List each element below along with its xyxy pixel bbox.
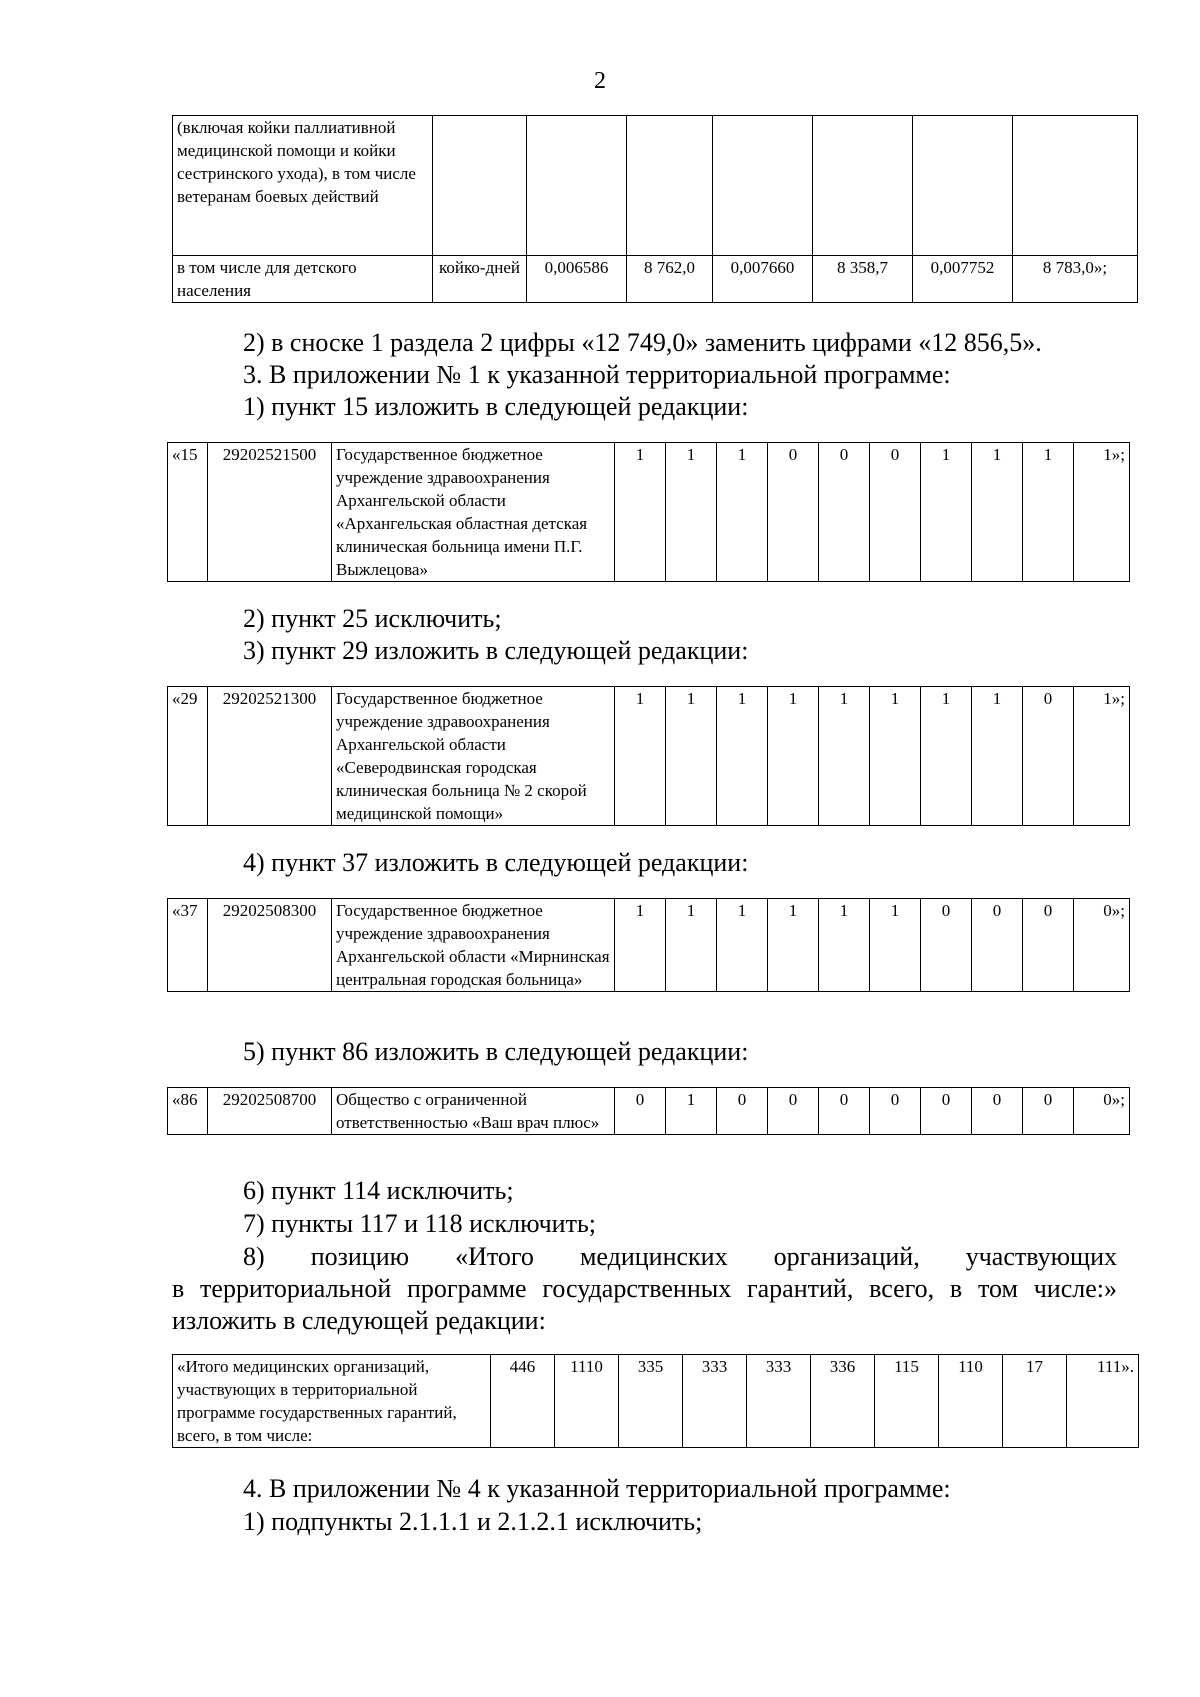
row-label: (включая койки паллиативной медицинской помощи и койки сестринского ухода), в том числе ветеранам боевых действий: [173, 116, 433, 256]
value-cell: 0: [921, 899, 972, 992]
paragraph-2-2: 2) в сноске 1 раздела 2 цифры «12 749,0» заменить цифрами «12 856,5».: [243, 328, 1042, 357]
table-row: [173, 1355, 1139, 1448]
registry-code: 29202508300: [208, 899, 332, 992]
registry-code: 29202521500: [208, 443, 332, 582]
value-cell: 0»;: [1074, 1088, 1130, 1135]
organization-name: Государственное бюджетное учреждение здравоохранения Архангельской области «Архангельская областная детская клиническая больница имени П.Г. Выжлецова»: [332, 443, 615, 582]
value-cell: 1: [615, 899, 666, 992]
value-cell: 1: [972, 443, 1023, 582]
value-cell: 1: [717, 687, 768, 826]
value-cell: 0: [819, 443, 870, 582]
value-cell: 0,007752: [913, 256, 1013, 303]
value-cell: 1: [921, 687, 972, 826]
paragraph-3-8-line-2: в территориальной программе государственных гарантий, всего, в том числе:»: [172, 1274, 1117, 1303]
organization-name: Общество с ограниченной ответственностью «Ваш врач плюс»: [332, 1088, 615, 1135]
value-cell: 0: [870, 1088, 921, 1135]
value-cell: 1: [819, 899, 870, 992]
row-label: в том числе для детского населения: [173, 256, 433, 303]
item-86-table: [167, 1087, 1130, 1135]
value-cell: 1: [666, 899, 717, 992]
value-cell: 1: [717, 899, 768, 992]
paragraph-3-6: 6) пункт 114 исключить;: [243, 1176, 514, 1205]
value-cell: 333: [747, 1355, 811, 1448]
value-cell: 1: [972, 687, 1023, 826]
value-cell: 0: [1023, 1088, 1074, 1135]
paragraph-3-4: 4) пункт 37 изложить в следующей редакции:: [243, 848, 749, 877]
value-cell: 1»;: [1074, 443, 1130, 582]
paragraph-3-8-line-1: 8) позицию «Итого медицинских организаций, участвующих: [243, 1242, 1117, 1271]
value-cell: 0: [717, 1088, 768, 1135]
value-cell: 1: [819, 687, 870, 826]
paragraph-4: 4. В приложении № 4 к указанной территориальной программе:: [243, 1474, 951, 1503]
value-cell: 8 358,7: [813, 256, 913, 303]
page-number: 2: [594, 68, 606, 94]
value-cell: 110: [939, 1355, 1003, 1448]
item-29-table: [167, 686, 1130, 826]
table-row: [173, 116, 1138, 256]
value-cell: 8 762,0: [627, 256, 713, 303]
table-row: [168, 687, 1130, 826]
value-cell: 1: [666, 1088, 717, 1135]
item-15-table: [167, 442, 1130, 582]
paragraph-3: 3. В приложении № 1 к указанной территориальной программе:: [243, 360, 951, 389]
unit-cell: койко-дней: [433, 256, 527, 303]
item-37-table: [167, 898, 1130, 992]
value-cell: 1: [666, 443, 717, 582]
paragraph-3-8-line-3: изложить в следующей редакции:: [172, 1306, 546, 1335]
item-number: «29: [168, 687, 208, 826]
value-cell: 1: [768, 687, 819, 826]
table-row: [168, 1088, 1130, 1135]
total-table: [172, 1354, 1139, 1448]
value-cell: 1: [921, 443, 972, 582]
item-number: «15: [168, 443, 208, 582]
value-cell: 8 783,0»;: [1013, 256, 1138, 303]
registry-code: 29202521300: [208, 687, 332, 826]
value-cell: 0,007660: [713, 256, 813, 303]
value-cell: 17: [1003, 1355, 1067, 1448]
organization-name: Государственное бюджетное учреждение здравоохранения Архангельской области «Мирнинская центральная городская больница»: [332, 899, 615, 992]
value-cell: 115: [875, 1355, 939, 1448]
value-cell: 1: [870, 899, 921, 992]
value-cell: 0: [819, 1088, 870, 1135]
value-cell: 0: [1023, 899, 1074, 992]
paragraph-3-1: 1) пункт 15 изложить в следующей редакции:: [243, 392, 749, 421]
table-row: [168, 443, 1130, 582]
value-cell: 335: [619, 1355, 683, 1448]
value-cell: 1: [666, 687, 717, 826]
value-cell: 0: [972, 1088, 1023, 1135]
value-cell: 0: [972, 899, 1023, 992]
table-row: [173, 256, 1138, 303]
organization-name: Государственное бюджетное учреждение здравоохранения Архангельской области «Северодвинская городская клиническая больница № 2 скорой медицинской помощи»: [332, 687, 615, 826]
value-cell: 0: [615, 1088, 666, 1135]
table-row: [168, 899, 1130, 992]
paragraph-3-7: 7) пункты 117 и 118 исключить;: [243, 1209, 597, 1238]
value-cell: 1: [870, 687, 921, 826]
value-cell: 0: [1023, 687, 1074, 826]
value-cell: 0»;: [1074, 899, 1130, 992]
value-cell: 0: [921, 1088, 972, 1135]
value-cell: 111».: [1067, 1355, 1139, 1448]
value-cell: 1: [615, 687, 666, 826]
value-cell: 1110: [555, 1355, 619, 1448]
value-cell: 1»;: [1074, 687, 1130, 826]
value-cell: 1: [615, 443, 666, 582]
paragraph-3-3: 3) пункт 29 изложить в следующей редакции:: [243, 636, 749, 665]
value-cell: 446: [491, 1355, 555, 1448]
paragraph-3-2: 2) пункт 25 исключить;: [243, 604, 502, 633]
value-cell: 0: [768, 1088, 819, 1135]
value-cell: 333: [683, 1355, 747, 1448]
item-number: «37: [168, 899, 208, 992]
paragraph-4-1: 1) подпункты 2.1.1.1 и 2.1.2.1 исключить;: [243, 1507, 703, 1536]
value-cell: 0: [768, 443, 819, 582]
value-cell: 1: [717, 443, 768, 582]
value-cell: 1: [768, 899, 819, 992]
value-cell: 1: [1023, 443, 1074, 582]
item-number: «86: [168, 1088, 208, 1135]
registry-code: 29202508700: [208, 1088, 332, 1135]
value-cell: 0: [870, 443, 921, 582]
paragraph-3-5: 5) пункт 86 изложить в следующей редакции:: [243, 1037, 749, 1066]
value-cell: 336: [811, 1355, 875, 1448]
value-cell: 0,006586: [527, 256, 627, 303]
bed-days-table: [172, 115, 1138, 303]
total-label: «Итого медицинских организаций, участвующих в территориальной программе государственных гарантий, всего, в том числе:: [173, 1355, 491, 1448]
